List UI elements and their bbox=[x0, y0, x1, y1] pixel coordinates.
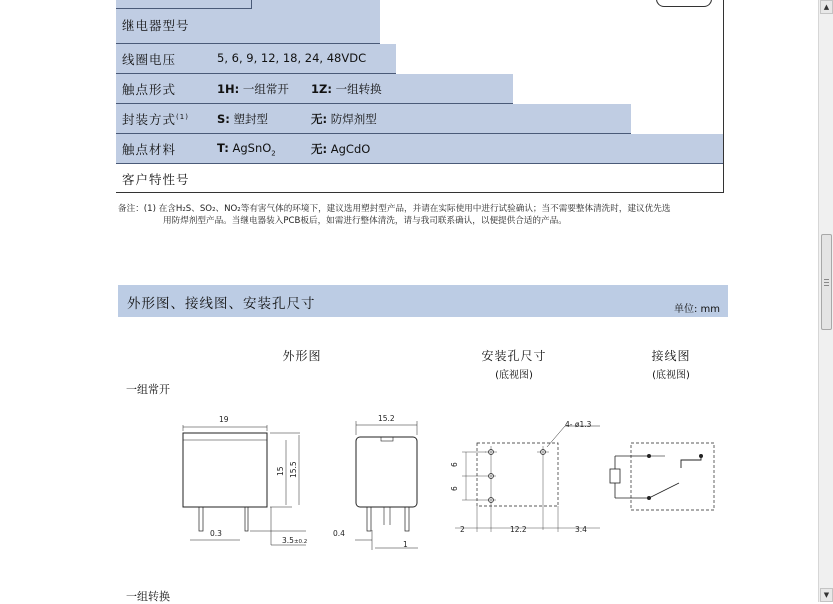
dim-hole-diameter: 4- ø1.3 bbox=[565, 420, 592, 429]
dim-width-side: 15.2 bbox=[378, 414, 395, 423]
section-title: 外形图、接线图、安装孔尺寸 bbox=[127, 296, 316, 312]
variant-normally-open: 一组常开 bbox=[126, 383, 170, 396]
side-view-drawing bbox=[355, 421, 418, 550]
package-option-none: 无: 防焊剂型 bbox=[311, 112, 377, 126]
label-relay-model: 继电器型号 bbox=[122, 18, 190, 33]
contact-form-option-1h: 1H: 一组常开 bbox=[217, 82, 289, 96]
mount-hole-subheading: (底视图) bbox=[495, 370, 533, 381]
dim-edge-3-4: 3.4 bbox=[575, 525, 587, 534]
front-view-drawing bbox=[183, 425, 306, 545]
outline-heading: 外形图 bbox=[282, 349, 322, 363]
wiring-diagram bbox=[610, 443, 714, 510]
label-customer-code: 客户特性号 bbox=[122, 172, 190, 187]
dim-pitch-v1: 6 bbox=[450, 462, 459, 467]
label-coil-voltage: 线圈电压 bbox=[122, 52, 177, 67]
contact-form-option-1z: 1Z: 一组转换 bbox=[311, 82, 382, 96]
dim-height: 15 bbox=[276, 466, 285, 476]
wiring-heading: 接线图 bbox=[651, 349, 691, 363]
footnote: 备注：(1) 在含H₂S、SO₂、NO₂等有害气体的环境下，建议选用塑封型产品，并请在实际使用中进行试验确认；当不需要整体清洗时，建议优先选 用防焊剂型产品。当继电器装入PCB板后，如需进行整体清洗，请与我司联系确认，以便提供合适的产品。 bbox=[118, 204, 671, 226]
dim-side-pitch: 1 bbox=[403, 540, 408, 549]
wiring-subheading: (底视图) bbox=[652, 370, 690, 381]
dim-height-total: 15.5 bbox=[289, 461, 298, 478]
material-option-none: 无: AgCdO bbox=[311, 142, 371, 156]
package-option-s: S: 塑封型 bbox=[217, 112, 269, 126]
scroll-down-icon[interactable]: ▼ bbox=[820, 588, 833, 602]
material-option-t: T: AgSnO$_2$ bbox=[217, 141, 276, 158]
coil-voltage-values: 5, 6, 9, 12, 18, 24, 48VDC bbox=[217, 51, 367, 65]
vertical-scrollbar[interactable] bbox=[818, 0, 833, 602]
dim-side-pin: 0.4 bbox=[333, 529, 345, 538]
variant-changeover: 一组转换 bbox=[126, 590, 170, 603]
dim-pitch-v2: 6 bbox=[450, 486, 459, 491]
label-contact-material: 触点材料 bbox=[122, 142, 177, 157]
dim-span-12-2: 12.2 bbox=[510, 525, 527, 534]
mount-hole-heading: 安装孔尺寸 bbox=[481, 349, 547, 363]
unit-label: 单位: mm bbox=[673, 304, 720, 315]
dim-pin-gap: 0.3 bbox=[210, 529, 222, 538]
label-contact-form: 触点形式 bbox=[122, 82, 177, 97]
scroll-thumb[interactable] bbox=[821, 234, 832, 330]
dim-pin-length: 3.5±0.2 bbox=[282, 536, 308, 545]
dim-edge-2: 2 bbox=[460, 525, 465, 534]
scroll-up-icon[interactable]: ▲ bbox=[820, 0, 833, 14]
dim-width-front: 19 bbox=[219, 415, 229, 424]
label-package: 封装方式$^{(1)}$ bbox=[122, 112, 189, 127]
mount-hole-drawing bbox=[455, 426, 600, 532]
